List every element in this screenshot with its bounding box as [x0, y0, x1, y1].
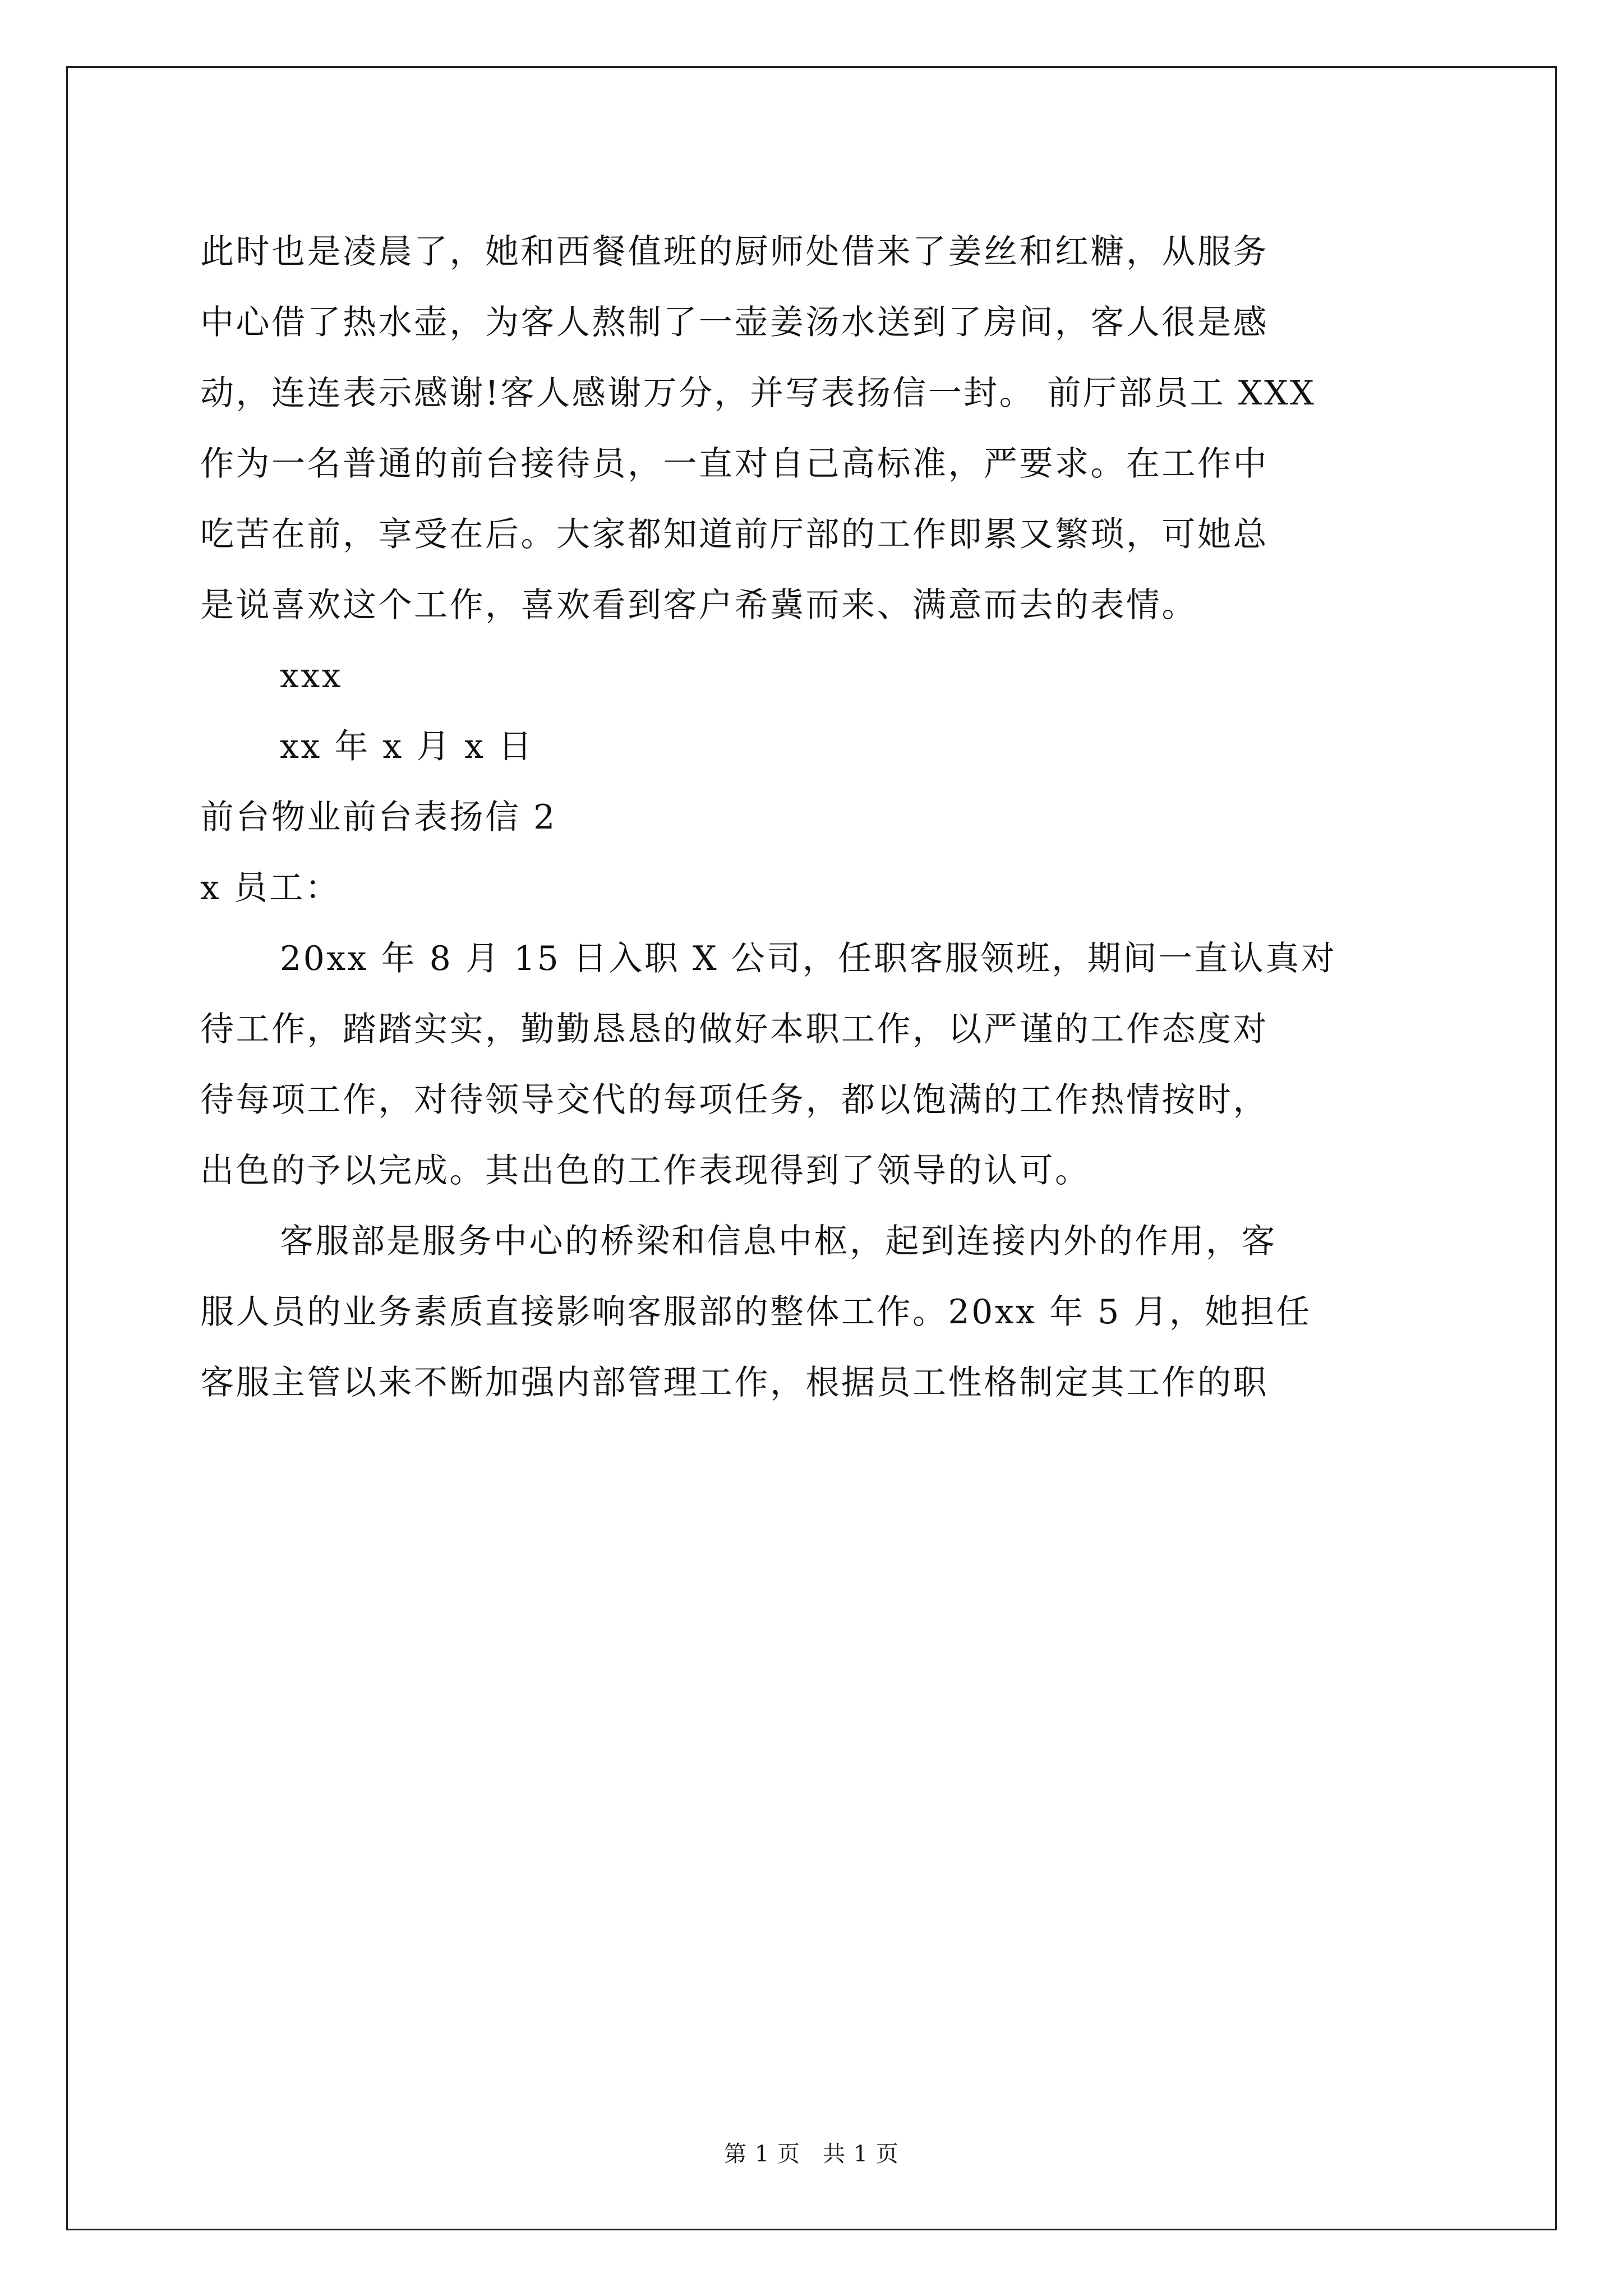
- text-line: 吃苦在前，享受在后。大家都知道前厅部的工作即累又繁琐，可她总: [200, 515, 1269, 554]
- page-number: 第 1 页: [724, 2141, 800, 2167]
- page-footer: [0, 2138, 1623, 2170]
- text-line: 服人员的业务素质直接影响客服部的整体工作。20xx 年 5 月，她担任: [200, 1292, 1312, 1332]
- text-line: 中心借了热水壶，为客人熬制了一壶姜汤水送到了房间，客人很是感: [200, 303, 1269, 342]
- text-line: 是说喜欢这个工作，喜欢看到客户希冀而来、满意而去的表情。: [200, 586, 1197, 625]
- page-total: 共 1 页: [823, 2141, 899, 2167]
- text-line: 客服主管以来不断加强内部管理工作，根据员工性格制定其工作的职: [200, 1363, 1269, 1402]
- signature-date: xx 年 x 月 x 日: [280, 727, 534, 766]
- text-line: 出色的予以完成。其出色的工作表现得到了领导的认可。: [200, 1151, 1091, 1190]
- signature-name: xxx: [280, 656, 343, 696]
- text-line: 待每项工作，对待领导交代的每项任务，都以饱满的工作热情按时，: [200, 1080, 1269, 1120]
- text-line: 作为一名普通的前台接待员，一直对自己高标准，严要求。在工作中: [200, 444, 1269, 484]
- text-line: 20xx 年 8 月 15 日入职 X 公司，任职客服领班，期间一直认真对: [280, 939, 1337, 978]
- text-line: 待工作，踏踏实实，勤勤恳恳的做好本职工作，以严谨的工作态度对: [200, 1010, 1269, 1049]
- text-line: 客服部是服务中心的桥梁和信息中枢，起到连接内外的作用，客: [280, 1222, 1277, 1261]
- text-line: 此时也是凌晨了，她和西餐值班的厨师处借来了姜丝和红糖，从服务: [200, 232, 1269, 272]
- text-line: 动，连连表示感谢!客人感谢万分，并写表扬信一封。 前厅部员工 XXX: [200, 374, 1316, 413]
- salutation: x 员工：: [200, 868, 341, 908]
- section-title: 前台物业前台表扬信 2: [200, 798, 557, 837]
- document-body: [200, 217, 1434, 1418]
